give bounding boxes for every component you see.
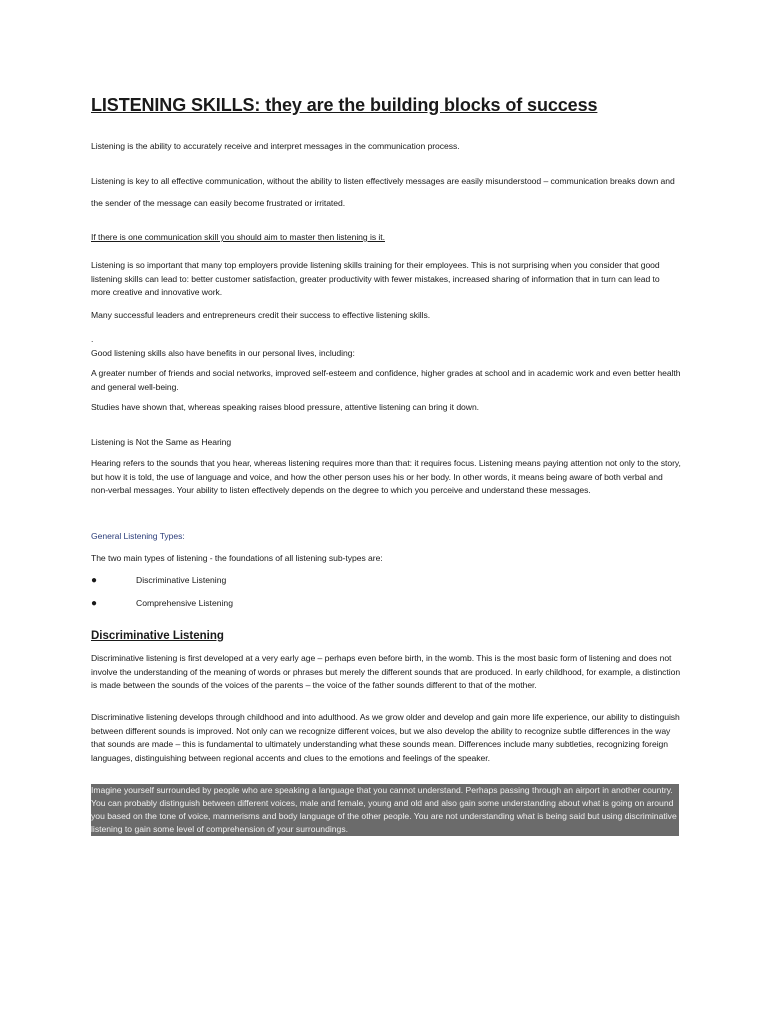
subheading-general-types: General Listening Types: [91,531,185,541]
paragraph-two-types: The two main types of listening - the foundations of all listening sub-types are: [91,553,383,563]
paragraph-definition: Listening is the ability to accurately receive and interpret messages in the communication process. [91,141,460,151]
paragraph-blood-pressure: Studies have shown that, whereas speaking raises blood pressure, attentive listening can bring it down. [91,402,480,412]
paragraph-leaders: Many successful leaders and entrepreneurs credit their success to effective listening skills. [91,310,431,320]
paragraph-hearing: Hearing refers to the sounds that you hear, whereas listening requires more than that: it requires focus. Listening means paying attention not only to the story, but how it is told, the use of language and voice, and how the other person uses his or her body. In other words, it means being aware of both verbal and non-verbal messages. Your ability to listen effectively depends on the degree to which you perceive and understand these messages. [91,458,681,495]
paragraph-master-listening: If there is one communication skill you should aim to master then listening is it. [91,232,385,242]
paragraph-discriminative-develops: Discriminative listening develops through childhood and into adulthood. As we grow older and develop and gain more life experience, our ability to distinguish between different sounds is improved. Not only can we recognize different voices, but we also develop the ability to recognize subtle differences in the way that sounds are made – this is fundamental to ultimately understanding what these sounds mean. Differences include many subtleties, recognizing foreign languages, distinguishing between regional accents and clues to the emotions and feelings of the speaker. [91,712,680,763]
document-title: LISTENING SKILLS: they are the building blocks of success [91,95,598,115]
highlighted-paragraph-example: Imagine yourself surrounded by people who are speaking a language that you cannot understand. Perhaps passing through an airport in another country. You can probably distinguish between different voices, male and female, young and old and also gain some understanding about what is going on around you based on the tone of voice, mannerisms and body language of the other people. You are not understanding what is being said but using discriminative listening to gain some level of comprehension of your surroundings. [91,784,679,836]
section-heading-discriminative: Discriminative Listening [91,630,224,642]
paragraph-benefits-list: A greater number of friends and social networks, improved self-esteem and confidence, higher grades at school and in academic work and even better health and general well-being. [91,368,681,392]
bullet-icon: ● [91,575,98,586]
bullet-icon: ● [91,598,98,609]
paragraph-personal-benefits: Good listening skills also have benefits in our personal lives, including: [91,348,355,358]
list-item-label: Discriminative Listening [136,575,227,585]
paragraph-key-communication: Listening is key to all effective communication, without the ability to listen effectively messages are easily misunderstood – communication breaks down and the sender of the message can easily become frustrated or irritated. [91,176,675,208]
list-item-label: Comprehensive Listening [136,598,233,608]
paragraph-discriminative-early: Discriminative listening is first developed at a very early age – perhaps even before birth, in the womb. This is the most basic form of listening and does not involve the understanding of the meaning of words or phrases but merely the different sounds that are produced. In early childhood, for example, a distinction is made between the sounds of the voices of the parents – the voice of the father sounds different to that of the mother. [91,653,681,690]
stray-dot: . [91,334,94,344]
paragraph-employers: Listening is so important that many top employers provide listening skills training for their employees. This is not surprising when you consider that good listening skills can lead to: better customer satisfaction, greater productivity with fewer mistakes, increased sharing of information that in turn can lead to more creative and innovative work. [91,260,660,297]
subheading-not-hearing: Listening is Not the Same as Hearing [91,437,232,447]
